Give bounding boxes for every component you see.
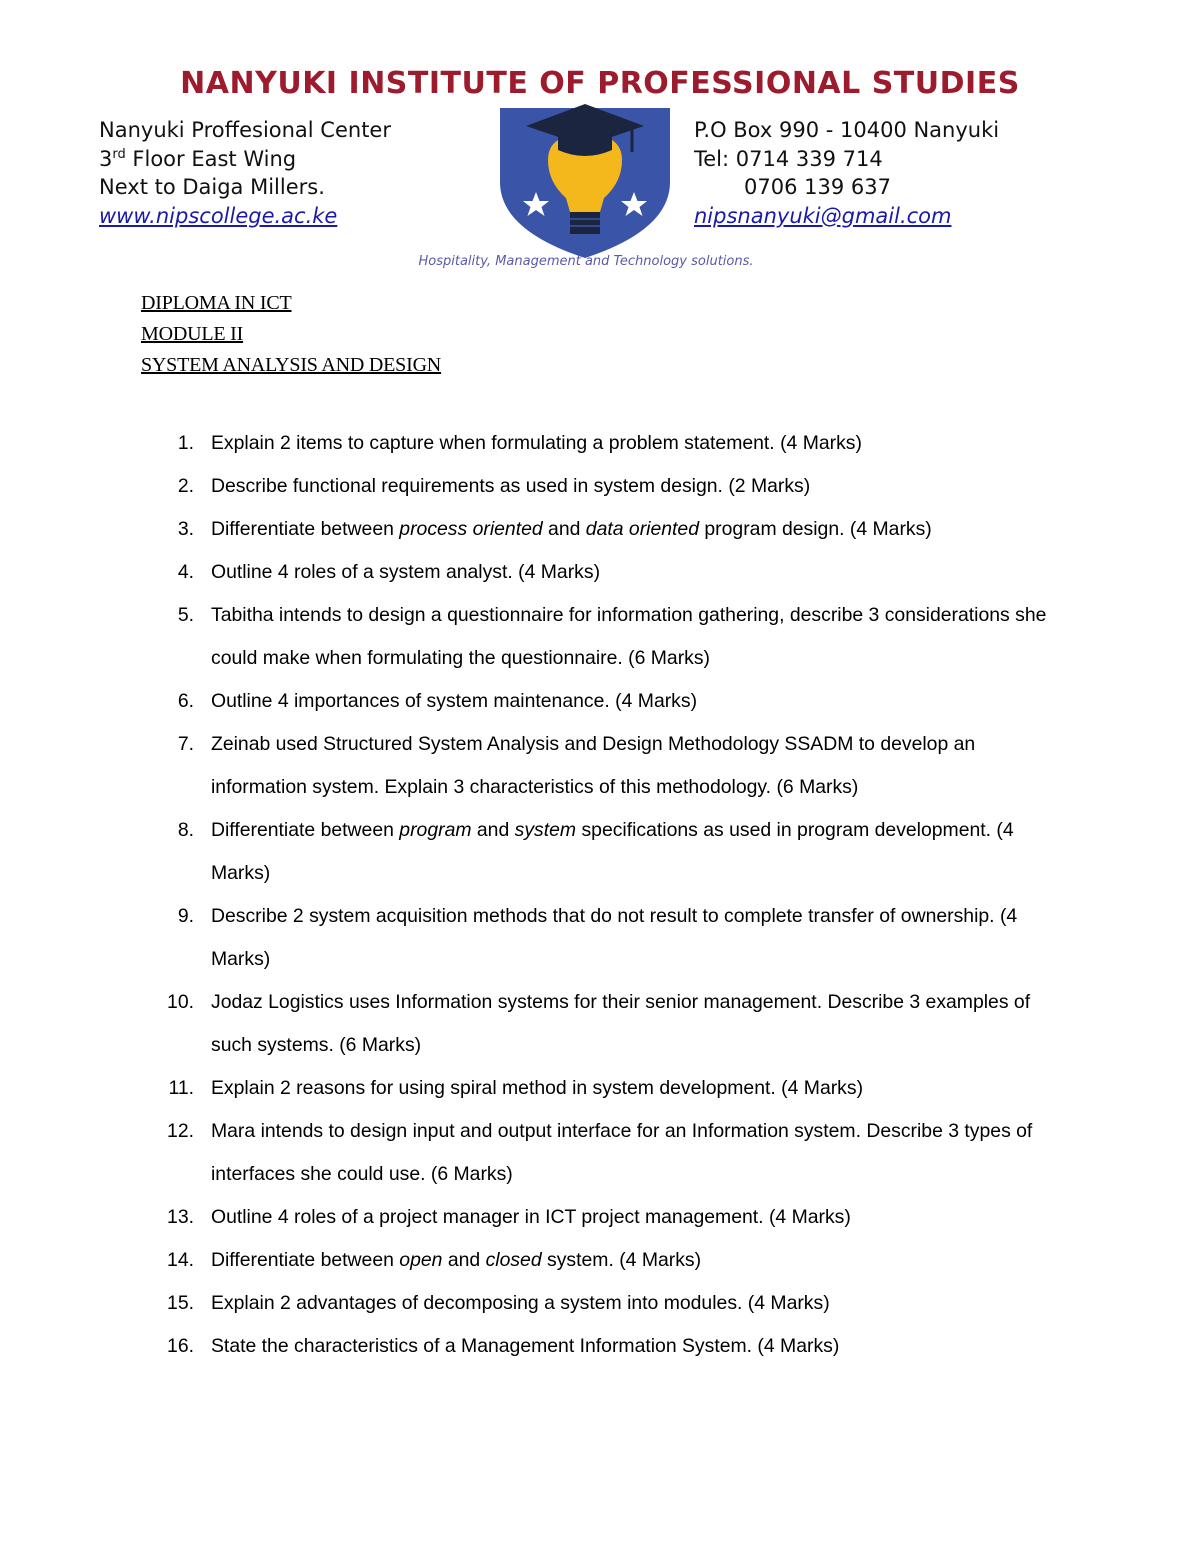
question-text-segment: Explain 2 advantages of decomposing a system into modules. (4 Marks)	[211, 1292, 830, 1314]
question-text-segment: Zeinab used Structured System Analysis and Design Methodology SSADM to develop an information system. Explain 3 characteristics of this methodology. (6 Marks)	[211, 733, 976, 798]
question-number: 16.	[167, 1335, 194, 1357]
telephone-alt: 0706 139 637	[744, 175, 891, 199]
question-item	[0, 1196, 1200, 1239]
question-text	[211, 1239, 1071, 1282]
floor-ordinal: rd	[112, 146, 126, 162]
question-item	[0, 422, 1200, 465]
institution-title: NANYUKI INSTITUTE OF PROFESSIONAL STUDIES	[180, 66, 1020, 101]
course-title: DIPLOMA IN ICT	[141, 292, 292, 314]
question-number: 15.	[167, 1292, 194, 1314]
question-text	[211, 1325, 1071, 1368]
question-number: 7.	[177, 733, 194, 755]
question-item	[0, 895, 1200, 981]
tagline: Hospitality, Management and Technology solutions.	[418, 254, 754, 269]
floor-label: Floor East Wing	[125, 146, 297, 171]
question-item	[0, 508, 1200, 551]
question-number: 14.	[167, 1249, 194, 1271]
question-text-segment: Outline 4 roles of a system analyst. (4 Marks)	[211, 561, 601, 583]
question-text-segment: State the characteristics of a Management Information System. (4 Marks)	[211, 1335, 840, 1357]
question-text-segment: system. (4 Marks)	[541, 1249, 702, 1271]
question-item	[0, 981, 1200, 1067]
right-contact-block	[694, 116, 999, 230]
question-text	[211, 1196, 1071, 1239]
module-title: MODULE II	[141, 323, 244, 345]
question-text-segment: Describe 2 system acquisition methods that do not result to complete transfer of ownership. (4 Marks)	[211, 905, 1018, 970]
course-heading	[141, 288, 441, 381]
center-name: Nanyuki Proffesional Center	[99, 118, 391, 142]
question-text	[211, 1067, 1071, 1110]
left-contact-block	[99, 116, 391, 230]
question-text-segment: Differentiate between	[211, 1249, 400, 1271]
question-text-segment: Explain 2 reasons for using spiral method in system development. (4 Marks)	[211, 1077, 864, 1099]
question-text-segment: Differentiate between	[211, 518, 400, 540]
question-text-segment: Outline 4 importances of system maintenance. (4 Marks)	[211, 690, 698, 712]
question-text	[211, 723, 1071, 809]
emphasized-term: process oriented	[399, 518, 543, 540]
college-logo-icon	[496, 100, 674, 260]
question-text	[211, 1282, 1071, 1325]
question-number: 11.	[168, 1077, 194, 1099]
question-item	[0, 1067, 1200, 1110]
question-item	[0, 1282, 1200, 1325]
emphasized-term: closed	[485, 1249, 542, 1271]
location-line: Next to Daiga Millers.	[99, 175, 325, 199]
question-number: 13.	[167, 1206, 194, 1228]
question-number: 3.	[177, 518, 194, 540]
question-item	[0, 465, 1200, 508]
question-text-segment: and	[471, 819, 515, 841]
question-item	[0, 809, 1200, 895]
question-text	[211, 1110, 1071, 1196]
website-link[interactable]: www.nipscollege.ac.ke	[99, 203, 338, 228]
floor-number: 3	[99, 146, 113, 171]
question-text-segment: Outline 4 roles of a project manager in ICT project management. (4 Marks)	[211, 1206, 851, 1228]
unit-title: SYSTEM ANALYSIS AND DESIGN	[141, 354, 442, 376]
question-text	[211, 809, 1071, 895]
question-text	[211, 422, 1071, 465]
postal-address: P.O Box 990 - 10400 Nanyuki	[694, 118, 1000, 142]
question-text-segment: Describe functional requirements as used in system design. (2 Marks)	[211, 475, 811, 497]
emphasized-term: data oriented	[585, 518, 699, 540]
question-text-segment: and	[442, 1249, 486, 1271]
question-number: 1.	[177, 432, 194, 454]
bulb-base	[570, 212, 600, 234]
question-text-segment: and	[542, 518, 586, 540]
question-item	[0, 723, 1200, 809]
question-number: 2.	[177, 475, 194, 497]
question-text	[211, 551, 1071, 594]
question-text	[211, 465, 1071, 508]
floor-line	[99, 145, 391, 174]
question-number: 5.	[177, 604, 194, 626]
question-number: 9.	[177, 905, 194, 927]
question-item	[0, 1325, 1200, 1368]
emphasized-term: system	[514, 819, 577, 841]
question-number: 4.	[177, 561, 194, 583]
question-number: 8.	[177, 819, 194, 841]
emphasized-term: open	[399, 1249, 443, 1271]
question-text-segment: Jodaz Logistics uses Information systems for their senior management. Describe 3 examples of such systems. (6 Marks)	[211, 991, 1031, 1056]
question-text-segment: specifications as used in program development. (4 Marks)	[211, 819, 1014, 884]
question-item	[0, 1110, 1200, 1196]
question-item	[0, 1239, 1200, 1282]
emphasized-term: program	[399, 819, 472, 841]
question-text	[211, 981, 1071, 1067]
question-item	[0, 680, 1200, 723]
question-number: 12.	[167, 1120, 194, 1142]
question-item	[0, 594, 1200, 680]
question-text	[211, 895, 1071, 981]
question-list	[0, 422, 1200, 1368]
question-text-segment: Mara intends to design input and output interface for an Information system. Describe 3 types of interfaces she could use. (6 Marks)	[211, 1120, 1033, 1185]
question-text	[211, 594, 1071, 680]
question-text-segment: Tabitha intends to design a questionnaire for information gathering, describe 3 considerations she could make when formulating the questionnaire. (6 Marks)	[211, 604, 1047, 669]
question-number: 6.	[177, 690, 194, 712]
question-item	[0, 551, 1200, 594]
question-text-segment: program design. (4 Marks)	[699, 518, 932, 540]
question-text-segment: Differentiate between	[211, 819, 400, 841]
question-text-segment: Explain 2 items to capture when formulating a problem statement. (4 Marks)	[211, 432, 862, 454]
question-number: 10.	[167, 991, 194, 1013]
telephone: Tel: 0714 339 714	[694, 146, 883, 171]
question-text	[211, 508, 1071, 551]
email-link[interactable]: nipsnanyuki@gmail.com	[694, 203, 952, 228]
question-text	[211, 680, 1071, 723]
